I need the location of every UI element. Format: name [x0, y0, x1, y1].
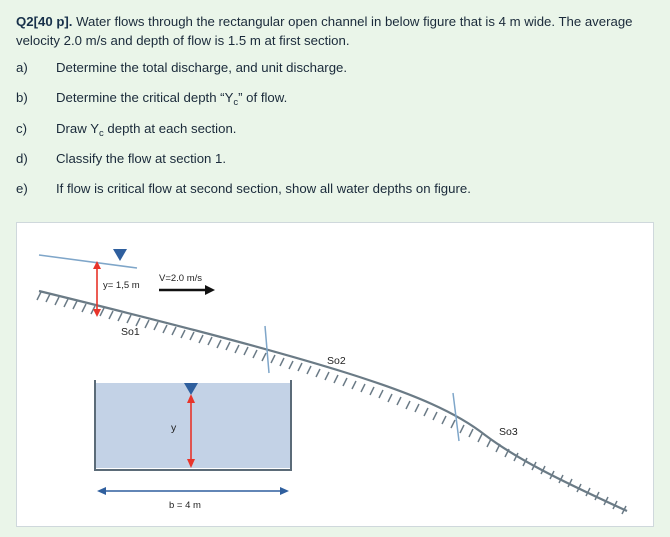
- width-arrow-left: [97, 487, 106, 495]
- part-d-text: Classify the flow at section 1.: [56, 151, 227, 167]
- part-a-text: Determine the total discharge, and unit discharge.: [56, 60, 348, 76]
- part-c-text: [56, 120, 654, 137]
- question-part-c: [16, 120, 654, 137]
- part-d-label: d): [16, 151, 28, 167]
- part-e-label: e): [16, 181, 28, 197]
- part-c-text-post: depth at each section.: [103, 120, 237, 136]
- question-parts: [16, 59, 654, 197]
- part-c-subscript: c: [99, 127, 104, 139]
- question-body: Water flows through the rectangular open channel in below figure that is 4 m wide. The average velocity 2.0 m/s and depth of flow is 1.5 m at first section.: [16, 14, 633, 49]
- depth-label: y= 1,5 m: [103, 280, 140, 291]
- part-c-text-pre: Draw Y: [56, 120, 99, 136]
- channel-figure: [16, 222, 654, 527]
- section1-surface-marker: [113, 249, 127, 261]
- slope3-label: So3: [499, 426, 518, 438]
- slope1-label: So1: [121, 326, 140, 338]
- slope2-label: So2: [327, 355, 346, 367]
- part-b-text: [56, 89, 654, 109]
- cross-section-depth-label: y: [171, 422, 177, 434]
- part-c-label: c): [16, 120, 27, 136]
- velocity-arrow-head: [205, 285, 215, 295]
- question-stem: [16, 12, 654, 50]
- part-e-text: If flow is critical flow at second section, show all water depths on figure.: [56, 181, 471, 197]
- width-label: b = 4 m: [169, 500, 201, 511]
- velocity-label: V=2.0 m/s: [159, 273, 203, 284]
- question-part-e: [16, 180, 654, 197]
- question-number: Q2[40 p].: [16, 14, 73, 29]
- question-part-a: [16, 59, 654, 76]
- question-part-b: [16, 89, 654, 109]
- part-b-text-pre: Determine the critical depth “Y: [56, 90, 234, 106]
- question-part-d: [16, 150, 654, 167]
- part-a-label: a): [16, 60, 28, 76]
- part-b-subscript: c: [233, 97, 239, 109]
- width-arrow-right: [280, 487, 289, 495]
- cross-section-water: [95, 383, 291, 468]
- part-b-label: b): [16, 90, 28, 106]
- part-b-text-post: ” of flow.: [238, 90, 288, 106]
